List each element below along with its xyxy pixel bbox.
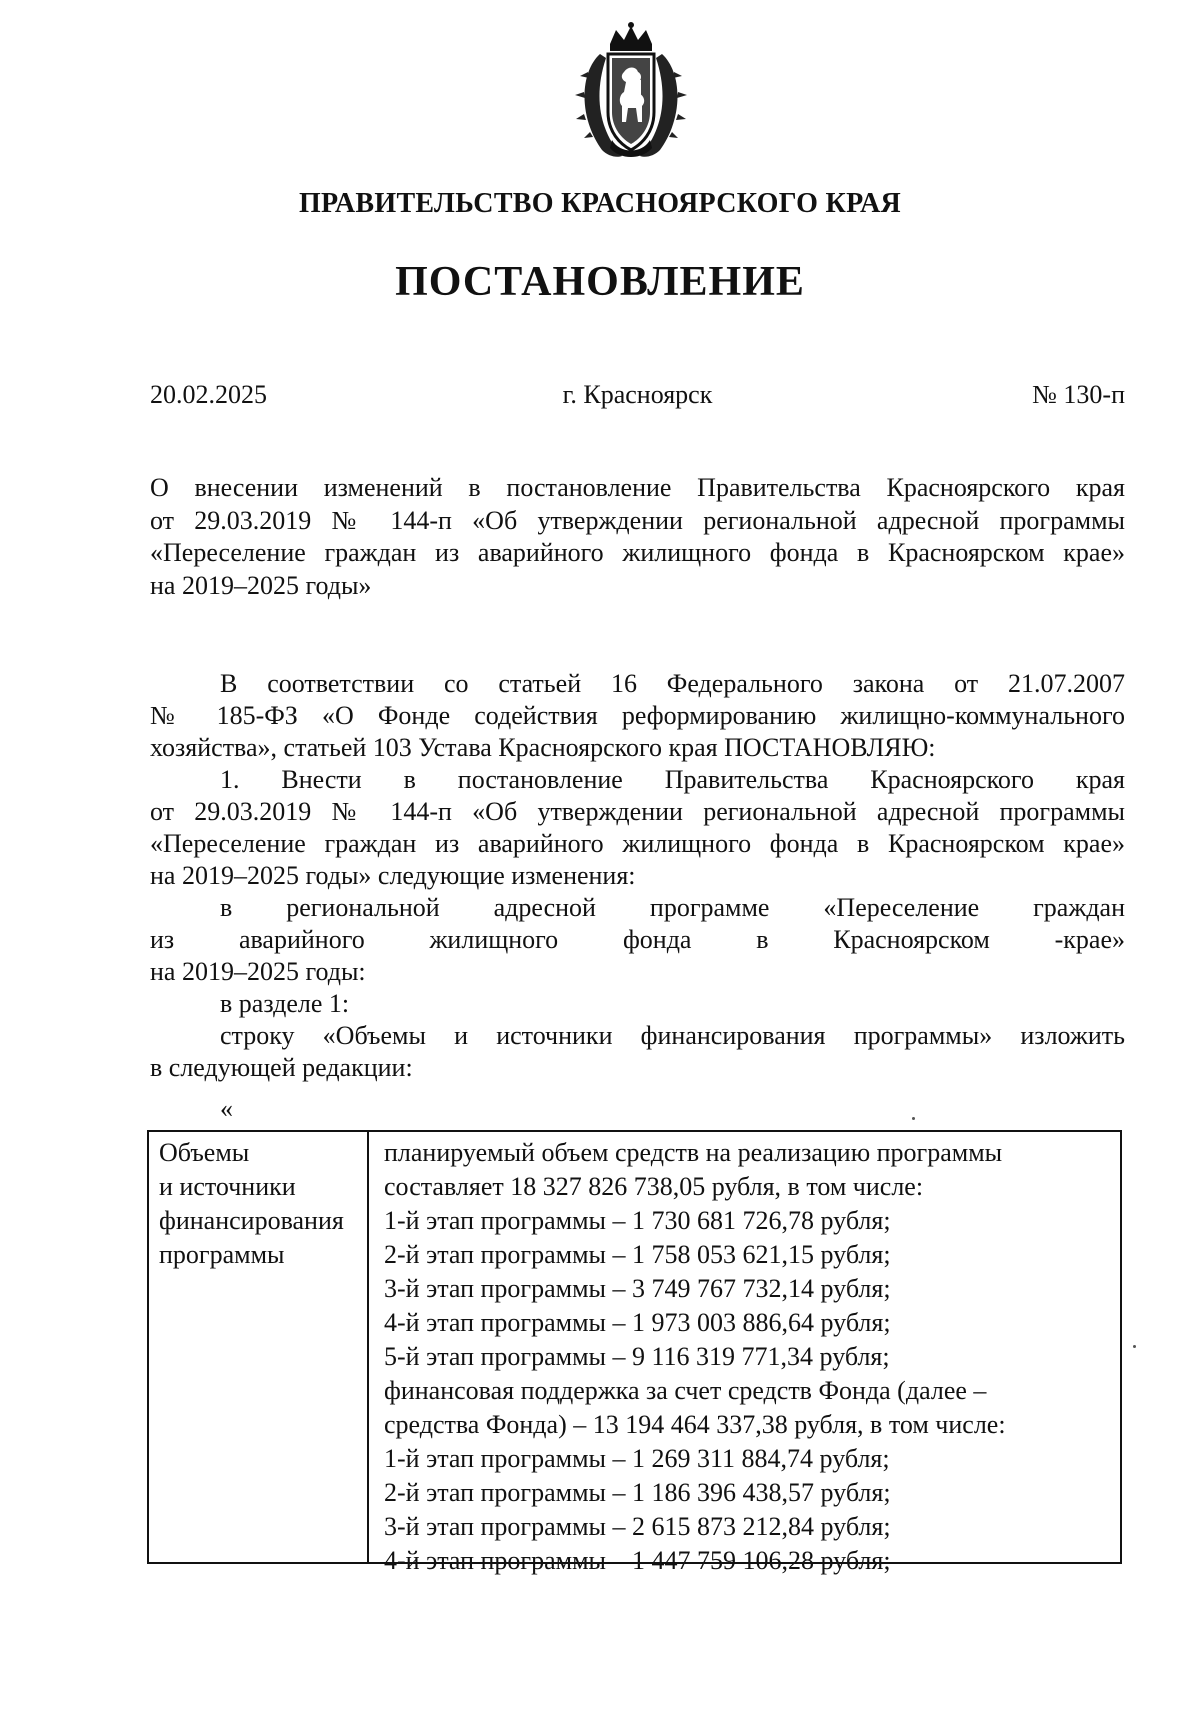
organization-title: ПРАВИТЕЛЬСТВО КРАСНОЯРСКОГО КРАЯ (298, 188, 902, 219)
label-line: и источники (159, 1172, 296, 1201)
table-value-cell (384, 1136, 1114, 1578)
value-line: 1-й этап программы – 1 730 681 726,78 рубля; (384, 1206, 891, 1235)
financing-table (147, 1130, 1122, 1575)
document-meta-row (150, 380, 1125, 414)
value-line: 5-й этап программы – 9 116 319 771,34 рубля; (384, 1342, 890, 1371)
value-line: составляет 18 327 826 738,05 рубля, в том числе: (384, 1172, 924, 1201)
value-line: планируемый объем средств на реализацию программы (384, 1138, 1003, 1167)
document-subject (150, 472, 1125, 602)
value-line: средства Фонда) – 13 194 464 337,38 рубля, в том числе: (384, 1410, 1006, 1439)
value-line: 1-й этап программы – 1 269 311 884,74 рубля; (384, 1444, 890, 1473)
value-line: 4-й этап программы – 1 447 759 106,28 рубля; (384, 1546, 891, 1575)
document-date: 20.02.2025 (150, 380, 267, 409)
body-line: в разделе 1: (220, 989, 350, 1018)
subject-line: «Переселение граждан из аварийного жилищного фонда в Красноярском крае» (150, 538, 1125, 567)
value-line: 2-й этап программы – 1 758 053 621,15 рубля; (384, 1240, 891, 1269)
value-line: 2-й этап программы – 1 186 396 438,57 рубля; (384, 1478, 891, 1507)
body-line: № 185-ФЗ «О Фонде содействия реформированию жилищно-коммунального (150, 701, 1125, 730)
label-line: финансирования (159, 1206, 344, 1235)
document-city: г. Красноярск (562, 380, 713, 409)
table-label-cell (159, 1136, 364, 1272)
label-line: Объемы (159, 1138, 250, 1167)
body-line: 1. Внести в постановление Правительства Красноярского края (220, 765, 1125, 794)
body-line: на 2019–2025 годы: (150, 957, 366, 986)
krasnoyarsk-coat-of-arms-icon (572, 22, 690, 162)
body-line: «Переселение граждан из аварийного жилищного фонда в Красноярском крае» (150, 829, 1125, 858)
scan-speck (912, 1117, 915, 1120)
body-line: в региональной адресной программе «Переселение граждан (220, 893, 1125, 922)
document-number: № 130-п (1032, 380, 1125, 409)
body-line: в следующей редакции: (150, 1053, 413, 1082)
document-type-heading: ПОСТАНОВЛЕНИЕ (395, 259, 805, 305)
opening-quote: « (220, 1094, 233, 1123)
body-line: из аварийного жилищного фонда в Красноярском -крае» (150, 925, 1125, 954)
body-line: В соответствии со статьей 16 Федерального закона от 21.07.2007 (220, 669, 1125, 698)
value-line: 3-й этап программы – 3 749 767 732,14 рубля; (384, 1274, 891, 1303)
subject-line: от 29.03.2019 № 144-п «Об утверждении региональной адресной программы (150, 505, 1125, 535)
label-line: программы (159, 1240, 285, 1269)
value-line: 4-й этап программы – 1 973 003 886,64 рубля; (384, 1308, 891, 1337)
scan-speck (1133, 1345, 1136, 1348)
body-line: на 2019–2025 годы» следующие изменения: (150, 861, 636, 890)
body-line: строку «Объемы и источники финансирования программы» изложить (220, 1021, 1125, 1050)
body-line: хозяйства», статьей 103 Устава Красноярского края ПОСТАНОВЛЯЮ: (150, 733, 936, 762)
document-body (150, 668, 1125, 1084)
value-line: 3-й этап программы – 2 615 873 212,84 рубля; (384, 1512, 891, 1541)
subject-line: на 2019–2025 годы» (150, 570, 372, 600)
subject-line: О внесении изменений в постановление Правительства Красноярского края (150, 473, 1125, 502)
table-column-divider (367, 1132, 369, 1562)
body-line: от 29.03.2019 № 144-п «Об утверждении региональной адресной программы (150, 797, 1125, 826)
value-line: финансовая поддержка за счет средств Фонда (далее – (384, 1376, 987, 1405)
